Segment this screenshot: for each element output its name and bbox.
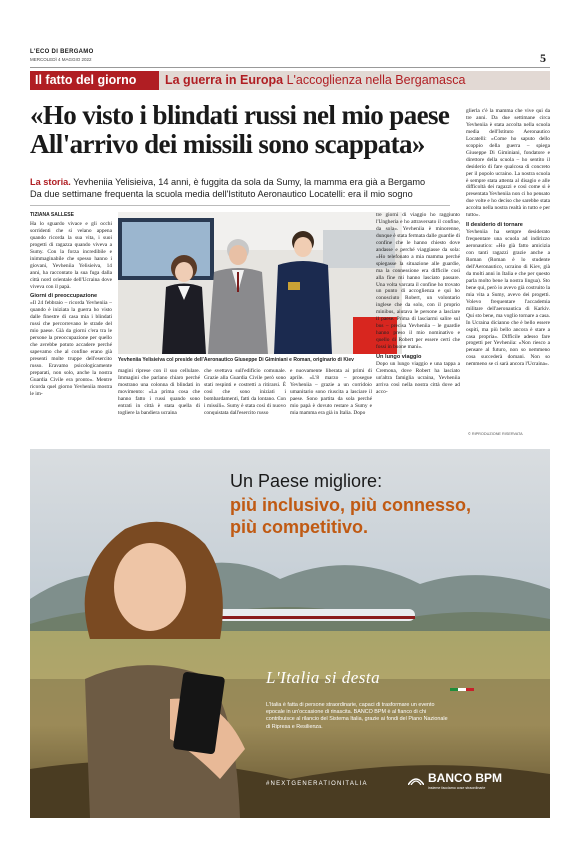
byline: TIZIANA SALLESE	[30, 212, 74, 218]
standfirst-lead: La storia.	[30, 177, 71, 187]
top-rule	[30, 67, 550, 68]
article-standfirst	[30, 177, 450, 200]
photo-illustration	[118, 212, 402, 354]
article-column-1	[30, 212, 112, 398]
article-column-5	[376, 212, 460, 396]
column-1-paragraph-1: Ha lo sguardo vivace e gli occhi sorridenti che si velano appena quando ricorda la sua vita, i suoi progetti di ragazza quando viveva a Sumy. Con la forza incredibile e inimmaginabile che spesso hanno i giovani, Yevheniia Yelisieiva, 14 anni, ha raccontato la sua fuga dalla città nord orientale dell'Ucraina dove viveva con il papà.	[30, 220, 112, 290]
brand-tagline: insieme facciamo cose straordinarie	[428, 786, 486, 790]
standfirst-rule	[30, 205, 450, 206]
standfirst-line-2: Da due settimane frequenta la scuola media dell'Istituto Aeronautico Locatelli: era il mio sogno	[30, 188, 413, 199]
ad-headline-emphasis-line-2: più competitivo.	[230, 517, 369, 537]
headline-line-2: All'arrivo dei missili sono scappata»	[30, 129, 425, 159]
subheading-viaggio: Un lungo viaggio	[376, 354, 422, 361]
banco-bpm-logo	[428, 771, 502, 785]
column-4-paragraph: e nuovamente liberata ai primi di aprile. «L'8 marzo – prosegue Yevheniia – grazie a un corridoio umanitario sono riuscita a lasciare il paese. Sono partita da sola perché mio papà è dovuto restare a Sumy e mia mamma era già in Italia. Dopo	[290, 368, 372, 416]
column-1-paragraph-2: «Il 24 febbraio – ricorda Yevheniia – quando è iniziata la guerra ho visto dalle finestre di casa mia i blindati russi che percorrevano le strade del mio paese. Già da giorni c'era tra le persone la preoccupazione per quello che avrebbe potuto accadere perché sapevamo che al confine erano già presenti molte truppe dell'esercito russo. Eravamo psicologicamente preparati, non solo, anche la nostra Guardia Civile era pronto». Mentre ricorda quel giorno Yevheniia mostra le im-	[30, 300, 112, 397]
page-number: 5	[540, 51, 546, 65]
ad-hashtag: #NEXTGENERATIONITALIA	[266, 781, 368, 787]
photo-caption: Yevheniia Yelisieiva col preside dell'Aeronautico Giuseppe Di Giminiani e Roman, originario di Kiev	[118, 357, 354, 363]
column-3-paragraph: che svettava sull'edificio comunale. Grazie alla Guardia Civile però sono stati respinti e costretti a ritirarsi. È così che sono iniziati i bombardamenti, fatti da lontano. Con i missili». Sumy è stata così di nuovo conquistata dall'esercito russo	[204, 368, 286, 416]
ad-headline-emphasis-line-1: più inclusivo, più connesso,	[230, 495, 472, 515]
section-label: Il fatto del giorno	[30, 71, 159, 90]
brand-mark-icon	[408, 772, 424, 784]
headline-line-1: «Ho visto i blindati russi nel mio paese	[30, 100, 450, 130]
newspaper-masthead: L'ECO DI BERGAMO	[30, 49, 94, 55]
article-column-6	[466, 108, 550, 368]
article-column-2	[118, 368, 200, 417]
column-5-paragraph-2: Dopo un lungo viaggio e una tappa a Cremona, dove Robert ha lasciato un'altra famiglia ucraina, Yevheniia arriva così nella nostra città dove ad acco-	[376, 361, 460, 395]
issue-date: MERCOLEDÌ 4 MAGGIO 2022	[30, 57, 92, 62]
ad-headline: Un Paese migliore:	[230, 471, 383, 491]
ad-body-text: L'Italia è fatta di persone straordinarie, capaci di trasformare un evento epocale in un'occasione di rinascita. BANCO BPM è al fianco di chi contribuisce al rilancio del Sistema Italia, grazie ai fondi del Piano Nazionale di Ripresa e Resilienza.	[266, 702, 448, 730]
italian-flag-icon	[450, 688, 474, 691]
section-topic	[159, 71, 550, 90]
article-column-4	[290, 368, 372, 417]
subheading-desiderio: Il desiderio di tornare	[466, 222, 523, 229]
article-column-3	[204, 368, 286, 417]
ad-slogan: L'Italia si desta	[266, 668, 381, 687]
section-subtitle: L'accoglienza nella Bergamasca	[286, 73, 466, 87]
column-6-paragraph-2: Yevheniia ha sempre desiderato frequentare una scuola ad indirizzo aeronautico: «Ho già fatto amicizia con tanti ragazzi grazie anche a Roman (Roman è lo studente dell'Aeronautico, ucraino di Kiev, già da molti anni in Italia e che per questo parla molto bene la nostra lingua). Sto bene qui, però io avevo già costruito la mia vita a Sumy, avevo dei progetti. Volevo frequentare l'accademia militare dell'aeronautica di Karkiv. Qui sto bene, ma voglio tornare a casa. In Ucraina dicianno che è bello essere ospiti, ma più bello ancora è stare a casa propria». Difficile adesso fare progetti per Yevheniia: «Non riesco a pensare al futuro, non so nemmeno cosa succederà domani. Non so nemmeno se ci sarà ancora l'Ucraina».	[466, 229, 550, 368]
column-2-paragraph: magini riprese con il suo cellulare. Immagini che parlano chiaro perché mostrano una colonna di blindati in movimento: «La prima cosa che hanno fatto i russi quando sono entrati in città è stata quella di togliere la bandiera ucraina	[118, 368, 200, 416]
copyright-notice: © RIPRODUZIONE RISERVATA	[468, 432, 523, 436]
section-bar	[30, 71, 550, 90]
article-headline	[30, 101, 450, 159]
article-photo	[118, 212, 402, 354]
column-6-paragraph-1: glierla c'è la mamma che vive qui da tre anni. Da due settimane circa Yevheniia è stata accolta nella scuola media dell'Istituto Aeronautico Locatelli: «Come ho saputo dello scoppio della guerra – spiega Giuseppe Di Giminiani, fondatore e direttore della scuola – ho sentito il desiderio di fare qualcosa di concreto per il popolo ucraino. La nostra scuola è sempre stata attenta al disagio e alle difficoltà dei ragazzi e così come si è presentata Yevheniia non ci ho pensato due volte e ho deciso che sarebbe stata accolta nella nostra realtà in tutto e per tutto».	[466, 108, 550, 219]
ad-headline-emphasis	[230, 494, 471, 538]
column-5-paragraph-1: tre giorni di viaggio ho raggiunto l'Ungheria e ho attraversato il confine, da sola». Yevheniia è minorenne, dunque è stata fermata dalle guardie di confine che le hanno chiesto dove andasse e perché viaggiasse da sola: «Ho telefonato a mia mamma perché spiegasse la situazione alle guardie, ma la connessione era difficile così alla fine mi hanno lasciato passare. Una volta varcata il confine ho trovato un punto di accoglienza e qui ho conosciuto Robert, un volontario inglese che da solo, con il proprio minibus, aiutava le persone a lasciare il paese. Prima di lasciarmi salire sul bus – precisa Yevheniia – le guardie hanno preso il mio nominativo e quello di Robert per essere certi che fossi in buone mani».	[376, 212, 460, 351]
brand-name: BANCO BPM	[428, 771, 502, 785]
standfirst-line-1: Yevheniia Yelisieiva, 14 anni, è fuggita da sola da Sumy, la mamma era già a Bergamo	[70, 177, 426, 187]
section-kicker: La guerra in Europa	[165, 73, 284, 87]
subheading-giorni: Giorni di preoccupazione	[30, 293, 98, 300]
